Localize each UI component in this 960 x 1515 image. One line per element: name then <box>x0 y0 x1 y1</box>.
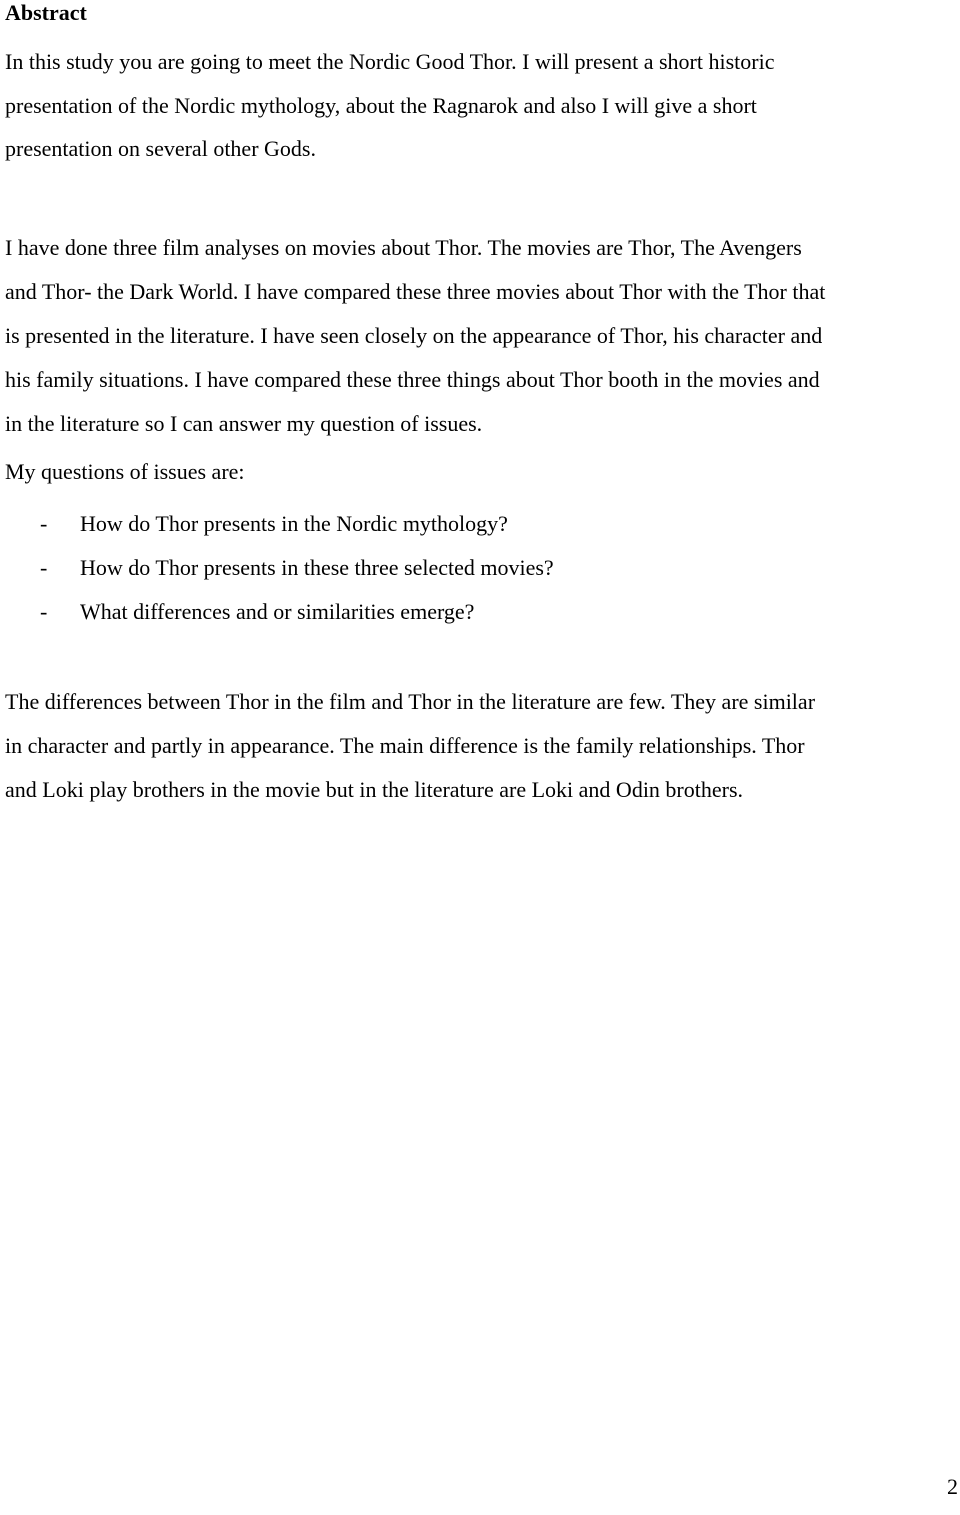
questions-list <box>40 502 554 634</box>
list-item <box>40 546 554 590</box>
text-line: presentation of the Nordic mythology, about the Ragnarok and also I will give a short <box>5 92 757 118</box>
abstract-heading: Abstract <box>5 0 87 25</box>
list-item-text: How do Thor presents in the Nordic mythology? <box>80 511 508 536</box>
text-line: and Loki play brothers in the movie but in the literature are Loki and Odin brothers. <box>5 777 744 802</box>
list-bullet: - <box>40 555 48 580</box>
text-line: The differences between Thor in the film and Thor in the literature are few. They are similar <box>5 689 816 714</box>
page-number: 2 <box>947 1474 958 1499</box>
text-line: In this study you are going to meet the Nordic Good Thor. I will present a short historic <box>5 49 775 74</box>
text-line: in character and partly in appearance. The main difference is the family relationships. Thor <box>5 733 805 758</box>
conclusion-paragraph <box>5 680 815 812</box>
list-bullet: - <box>40 511 48 536</box>
list-item-text: What differences and or similarities emerge? <box>80 599 475 624</box>
list-item <box>40 590 554 634</box>
questions-intro: My questions of issues are: <box>5 459 245 484</box>
film-analysis-paragraph <box>5 226 825 446</box>
list-item <box>40 502 554 546</box>
text-line: and Thor- the Dark World. I have compared these three movies about Thor with the Thor that <box>5 279 826 304</box>
text-line: presentation on several other Gods. <box>5 136 316 161</box>
list-bullet: - <box>40 599 48 624</box>
intro-paragraph <box>5 40 774 171</box>
text-line: I have done three film analyses on movies about Thor. The movies are Thor, The Avengers <box>5 235 802 260</box>
list-item-text: How do Thor presents in these three selected movies? <box>80 555 554 580</box>
text-line: in the literature so I can answer my question of issues. <box>5 411 483 436</box>
text-line: is presented in the literature. I have seen closely on the appearance of Thor, his character and <box>5 323 823 348</box>
text-line: his family situations. I have compared these three things about Thor booth in the movies and <box>5 367 820 392</box>
